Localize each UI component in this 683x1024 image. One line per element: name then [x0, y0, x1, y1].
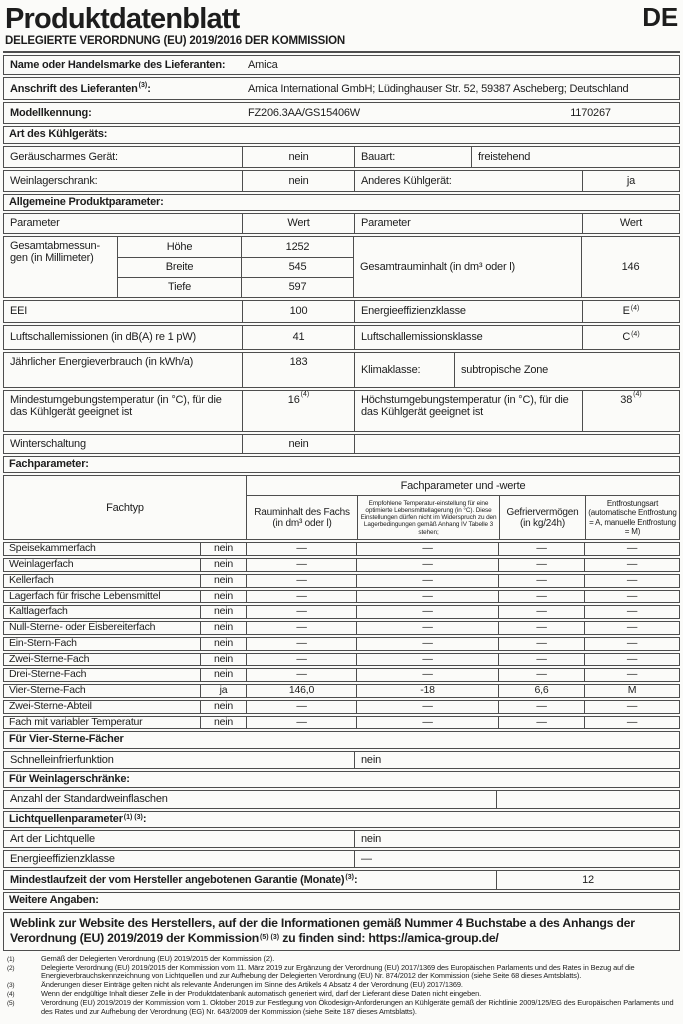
fach-temp: —: [356, 559, 498, 571]
row-garantie: [3, 870, 680, 890]
footnote-ref: (1) (3): [123, 813, 143, 821]
model-id: 1170267: [570, 107, 611, 120]
footnote-marker: (3): [7, 982, 15, 990]
value-breite: 545: [241, 258, 353, 277]
fach-name: Ein-Stern-Fach: [9, 636, 77, 649]
weblink-url: zu finden sind: https://amica-group.de/: [279, 931, 499, 946]
row-parameter-header: [3, 213, 680, 234]
garantie-label-text: Mindestlaufzeit der vom Hersteller angebotenen Garantie (Monate): [10, 874, 345, 887]
fach-name: Kellerfach: [9, 573, 54, 586]
fach-temp: —: [356, 717, 498, 729]
fach-freeze: —: [498, 606, 584, 618]
col-temperatur: Empfohlene Temperatur-einstellung für eine optimierte Lebensmittellagerung (in °C). Diese Einstellungen dürfen nicht im Widerspruch zu den Lagerbedingungen gemäß Anhang IV Tabelle 3 stehen;: [357, 496, 499, 539]
fach-temp: —: [356, 591, 498, 603]
footnotes: [3, 955, 680, 1017]
fach-present: nein: [200, 701, 246, 713]
row-abmessungen: [3, 236, 680, 298]
col-entfrostungsart: Entfrostungsart (automatische Entfrostung = A, manuelle Entfrostung = M): [585, 496, 679, 539]
supplier-address-label: [4, 78, 242, 99]
row-schnelleinfrierfunktion: [3, 751, 680, 769]
footnote-ref: (3): [138, 81, 148, 89]
supplier-name-label: Name oder Handelsmarke des Lieferanten:: [10, 59, 226, 72]
fach-row: [3, 700, 680, 714]
fach-freeze: 6,6: [498, 685, 584, 697]
label-standardweinflaschen: Anzahl der Standardweinflaschen: [10, 793, 168, 806]
fach-temp: —: [356, 654, 498, 666]
header: [3, 2, 680, 35]
row-umgebungstemperatur: [3, 390, 680, 432]
fach-freeze: —: [498, 591, 584, 603]
weblink-text: [4, 913, 679, 950]
row-supplier-address: [3, 77, 680, 100]
fach-present: nein: [200, 559, 246, 571]
section-weinlagerschraenke: Für Weinlagerschränke:: [3, 771, 680, 788]
label-klimaklasse: Klimaklasse:: [354, 353, 454, 387]
weblink-part1: Weblink zur Website des Herstellers, auf der die Informationen gemäß Nummer 4 Buchstabe a des Anhangs der Verordnung (EU) 2019/2019 der Kommission: [10, 915, 635, 946]
section-weitere-angaben: Weitere Angaben:: [3, 892, 680, 909]
fach-temp: —: [356, 701, 498, 713]
row-breite: [118, 257, 353, 277]
fach-defrost: —: [584, 622, 679, 634]
col-parameter-left: Parameter: [10, 217, 60, 230]
fach-freeze: —: [498, 543, 584, 555]
fach-name: Lagerfach für frische Lebensmittel: [9, 589, 161, 602]
fach-freeze: —: [498, 701, 584, 713]
section-fachparameter: Fachparameter:: [3, 456, 680, 473]
label-winterschaltung: Winterschaltung: [10, 437, 86, 450]
fach-row: [3, 542, 680, 556]
label-tiefe: Tiefe: [167, 281, 192, 294]
label-weinlagerschrank: Weinlagerschrank:: [10, 174, 98, 187]
label-gesamtabmessungen: Gesamtabmessun-gen (in Millimeter): [10, 239, 100, 265]
fach-defrost: —: [584, 654, 679, 666]
footnote-ref: (4): [633, 390, 642, 398]
fach-defrost: —: [584, 591, 679, 603]
fach-name: Zwei-Sterne-Fach: [9, 652, 90, 665]
row-hoehe: [118, 237, 353, 257]
fach-freeze: —: [498, 654, 584, 666]
language-code: DE: [642, 2, 678, 32]
regulation-subtitle: DELEGIERTE VERORDNUNG (EU) 2019/2016 DER KOMMISSION: [3, 35, 680, 53]
row-licht-energieklasse: [3, 850, 680, 868]
footnote-ref: (4): [630, 304, 640, 312]
label-hoechsttemperatur: Höchstumgebungstemperatur (in °C), für die das Kühlgerät geeignet ist: [354, 391, 582, 431]
fach-present: nein: [200, 717, 246, 729]
fach-present: nein: [200, 575, 246, 587]
value-geraeuscharm: nein: [242, 147, 354, 167]
abmessungen-grid: [117, 237, 353, 297]
value-bauart: freistehend: [471, 147, 679, 167]
fach-name: Null-Sterne- oder Eisbereiterfach: [9, 621, 156, 634]
fach-defrost: —: [584, 559, 679, 571]
fach-row: [3, 590, 680, 604]
fach-defrost: —: [584, 638, 679, 650]
label-art-der-lichtquelle: Art der Lichtquelle: [10, 832, 95, 845]
fach-name: Kaltlagerfach: [9, 605, 68, 618]
fach-volume: —: [246, 543, 356, 555]
label-garantie: [4, 871, 496, 889]
value-klimaklasse: subtropische Zone: [454, 353, 679, 387]
fach-defrost: —: [584, 669, 679, 681]
row-standardweinflaschen: [3, 790, 680, 808]
fach-header-right: [246, 476, 679, 539]
fach-volume: 146,0: [246, 685, 356, 697]
fach-present: ja: [200, 685, 246, 697]
fach-present: nein: [200, 622, 246, 634]
fach-defrost: —: [584, 575, 679, 587]
value-licht-energieklasse: —: [354, 851, 679, 867]
label-anderes-kuehlgeraet: Anderes Kühlgerät:: [354, 171, 582, 191]
fach-freeze: —: [498, 559, 584, 571]
fach-freeze: —: [498, 575, 584, 587]
fach-volume: —: [246, 559, 356, 571]
footnote-text: Wenn der endgültige Inhalt dieser Zelle in der Produktdatenbank automatisch generiert wird, darf der Lieferant diese Daten nicht eingeben.: [41, 989, 482, 999]
fach-defrost: —: [584, 606, 679, 618]
label-eei: EEI: [10, 305, 28, 318]
fach-name: Fach mit variabler Temperatur: [9, 715, 143, 728]
footnote-text: Delegierte Verordnung (EU) 2019/2015 der Kommission vom 11. März 2019 zur Ergänzung der Verordnung (EU) 2017/1369 des Europäischen Parlaments und des Rates in Bezug auf die Energieverbrauchskennzeichnung von Lichtquellen und zur Aufhebung der Delegierten Verordnung (EU) Nr. 874/2012 der Kommission (siehe Seite 68 dieses Amtsblatts).: [41, 962, 635, 981]
value-eei: 100: [242, 301, 354, 322]
value-mindesttemperatur: [242, 391, 354, 431]
row-luftschall: [3, 325, 680, 350]
label-breite: Breite: [165, 261, 194, 274]
section-lichtquellenparameter: [3, 811, 680, 828]
label-gesamtrauminhalt: Gesamtrauminhalt (in dm³ oder l): [353, 237, 581, 297]
fach-volume: —: [246, 575, 356, 587]
row-geraeuscharm-bauart: [3, 146, 680, 168]
value-luftschallklasse: [582, 326, 679, 349]
fach-name: Weinlagerfach: [9, 558, 74, 571]
label-schnelleinfrierfunktion: Schnelleinfrierfunktion: [10, 753, 114, 766]
fach-present: nein: [200, 654, 246, 666]
col-fachtyp: Fachtyp: [106, 501, 144, 514]
fach-present: nein: [200, 591, 246, 603]
footnote-text: Änderungen dieser Einträge gelten nicht als relevante Änderungen im Sinne des Artikels 4 Absatz 4 der Verordnung (EU) 2017/1369.: [41, 980, 463, 990]
col-gefriervermoegen: Gefriervermögen (in kg/24h): [499, 496, 585, 539]
fach-volume: —: [246, 591, 356, 603]
model-label: Modellkennung:: [10, 107, 92, 120]
fach-name: Zwei-Sterne-Abteil: [9, 699, 92, 712]
colon: :: [353, 874, 358, 887]
value-winterschaltung: nein: [242, 435, 354, 453]
footnote: [7, 999, 678, 1016]
value-luftschallemissionen: 41: [242, 326, 354, 349]
label-luftschallklasse: Luftschallemissionsklasse: [354, 326, 582, 349]
footnote-marker: (1): [7, 955, 15, 963]
supplier-address-label-text: Anschrift des Lieferanten: [10, 82, 138, 95]
col-group-fachparameter: Fachparameter und -werte: [247, 476, 679, 496]
fach-subheaders: [247, 496, 679, 539]
fach-row: [3, 637, 680, 651]
fach-defrost: —: [584, 717, 679, 729]
value-tiefe: 597: [241, 278, 353, 297]
fach-defrost: M: [584, 685, 679, 697]
fach-row: [3, 716, 680, 730]
fach-temp: —: [356, 622, 498, 634]
footnote-marker: (4): [7, 991, 15, 999]
row-energieverbrauch: [3, 352, 680, 388]
fach-row: [3, 574, 680, 588]
row-supplier-name: [3, 55, 680, 75]
fach-volume: —: [246, 638, 356, 650]
label-energieverbrauch: Jährlicher Energieverbrauch (in kWh/a): [10, 355, 194, 368]
value-energieeffizienzklasse: [582, 301, 679, 322]
value-weinlagerschrank: nein: [242, 171, 354, 191]
row-weinlagerschrank-anderes: [3, 170, 680, 192]
label-bauart: Bauart:: [354, 147, 471, 167]
col-wert-left: Wert: [242, 214, 354, 233]
supplier-address-value: Amica International GmbH; Lüdinghauser Str. 52, 59387 Ascheberg; Deutschland: [248, 82, 629, 95]
fach-temp: —: [356, 606, 498, 618]
page-title: Produktdatenblatt: [5, 3, 240, 35]
fach-volume: —: [246, 654, 356, 666]
section-vier-sterne: Für Vier-Sterne-Fächer: [3, 731, 680, 748]
label-mindesttemperatur: Mindestumgebungstemperatur (in °C), für die das Kühlgerät geeignet ist: [10, 393, 222, 419]
label-hoehe: Höhe: [166, 240, 193, 253]
fach-freeze: —: [498, 717, 584, 729]
fach-freeze: —: [498, 622, 584, 634]
colon: :: [142, 812, 147, 825]
value-standardweinflaschen: [496, 791, 679, 807]
fach-freeze: —: [498, 669, 584, 681]
fach-volume: —: [246, 701, 356, 713]
fach-row: [3, 668, 680, 682]
empty-cell: [354, 435, 679, 453]
fach-defrost: —: [584, 543, 679, 555]
noise-class: C: [622, 331, 631, 344]
value-hoechsttemperatur: [582, 391, 679, 431]
fach-row: [3, 653, 680, 667]
footnote: [7, 955, 678, 964]
fach-table-header: [3, 475, 680, 540]
fach-row: [3, 621, 680, 635]
fach-temp: —: [356, 575, 498, 587]
fach-name: Speisekammerfach: [9, 542, 96, 555]
col-wert-right: Wert: [582, 214, 679, 233]
fach-volume: —: [246, 717, 356, 729]
fach-freeze: —: [498, 638, 584, 650]
col-parameter-right: Parameter: [354, 214, 582, 233]
row-winterschaltung: [3, 434, 680, 454]
value-anderes-kuehlgeraet: ja: [582, 171, 679, 191]
fach-name: Vier-Sterne-Fach: [9, 684, 86, 697]
fach-row-vier-sterne: [3, 684, 680, 698]
row-tiefe: [118, 277, 353, 297]
value-energieverbrauch: 183: [242, 353, 354, 387]
fach-temp: -18: [356, 685, 498, 697]
max-temp: 38: [620, 393, 633, 406]
footnote-text: Verordnung (EU) 2019/2019 der Kommission vom 1. Oktober 2019 zur Festlegung von Ökodesign-Anforderungen an Kühlgeräte gemäß der Richtlinie 2009/125/EG des Europäischen Parlaments und des Rates und zur Aufhebung der Verordnung (EG) Nr. 643/2009 der Kommission (siehe Seite 187 dieses Amtsblatts).: [41, 998, 674, 1017]
model-value: FZ206.3AA/GS15406W: [248, 107, 360, 120]
section-allgemeine-produktparameter: Allgemeine Produktparameter:: [3, 194, 680, 211]
row-art-der-lichtquelle: [3, 830, 680, 848]
footnote-ref: (5) (3): [260, 934, 280, 942]
fach-row: [3, 558, 680, 572]
row-model: [3, 102, 680, 124]
footnote-ref: (3): [345, 873, 354, 881]
fach-temp: —: [356, 638, 498, 650]
fach-volume: —: [246, 669, 356, 681]
footnote: [7, 964, 678, 981]
value-schnelleinfrierfunktion: nein: [354, 752, 679, 768]
label-energieeffizienzklasse: Energieeffizienzklasse: [354, 301, 582, 322]
supplier-name-value: Amica: [248, 59, 278, 72]
footnote-ref: (4): [300, 390, 310, 398]
energy-class: E: [622, 305, 630, 318]
value-gesamtrauminhalt: 146: [581, 237, 679, 297]
footnote-text: Gemäß der Delegierten Verordnung (EU) 2019/2015 der Kommission (2).: [41, 953, 275, 963]
fach-volume: —: [246, 622, 356, 634]
fach-defrost: —: [584, 701, 679, 713]
lichtquellen-heading-text: Lichtquellenparameter: [9, 812, 123, 825]
fach-row: [3, 605, 680, 619]
fach-present: nein: [200, 669, 246, 681]
fach-present: nein: [200, 606, 246, 618]
fach-present: nein: [200, 543, 246, 555]
footnote-marker: (2): [7, 964, 15, 972]
section-art-kuehlgeraet: Art des Kühlgeräts:: [3, 126, 680, 143]
label-geraeuscharm: Geräuscharmes Gerät:: [10, 150, 118, 163]
fach-temp: —: [356, 669, 498, 681]
footnote-ref: (4): [631, 330, 640, 338]
colon: :: [147, 82, 151, 95]
footnote-marker: (5): [7, 1000, 15, 1008]
row-eei: [3, 300, 680, 323]
col-rauminhalt: Rauminhalt des Fachs (in dm³ oder l): [254, 506, 350, 529]
label-licht-energieklasse: Energieeffizienzklasse: [10, 853, 115, 866]
value-hoehe: 1252: [241, 237, 353, 257]
min-temp: 16: [287, 393, 300, 406]
fach-temp: —: [356, 543, 498, 555]
value-garantie: 12: [496, 871, 679, 889]
fach-present: nein: [200, 638, 246, 650]
row-weblink: [3, 912, 680, 951]
label-luftschallemissionen: Luftschallemissionen (in dB(A) re 1 pW): [10, 331, 196, 344]
fach-volume: —: [246, 606, 356, 618]
fach-name: Drei-Sterne-Fach: [9, 668, 87, 681]
value-art-der-lichtquelle: nein: [354, 831, 679, 847]
